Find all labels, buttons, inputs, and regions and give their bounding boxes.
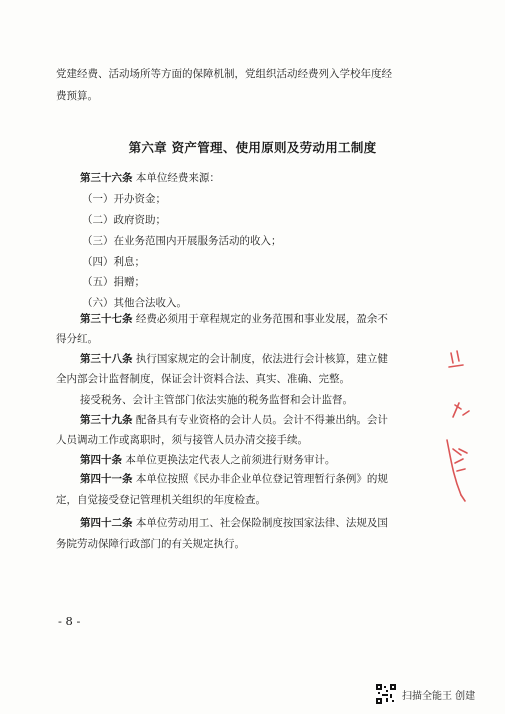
article-41-line-1 xyxy=(80,472,388,486)
article-40-body: 本单位更换法定代表人之前须进行财务审计。 xyxy=(125,454,336,466)
article-42-line-1 xyxy=(80,516,388,530)
article-37-line-1 xyxy=(80,312,388,326)
article-36-item-1: （一）开办资金； xyxy=(82,193,166,205)
article-37-text-1: 经费必须用于章程规定的业务范围和事业发展，盈余不 xyxy=(135,313,388,325)
article-36-item-5: （五）捐赠； xyxy=(82,276,145,288)
article-39-line-2: 人员调动工作或离职时，须与接管人员办清交接手续。 xyxy=(56,434,308,446)
article-37-line-2: 得分红。 xyxy=(56,333,98,345)
article-42-text-1: 本单位劳动用工、社会保险制度按国家法律、法规及国 xyxy=(135,517,388,529)
scanner-label: 扫描全能王 创建 xyxy=(402,690,476,702)
article-38-text-1: 执行国家规定的会计制度，依法进行会计核算，建立健 xyxy=(135,353,388,365)
article-37-head: 第三十七条 xyxy=(80,313,133,325)
article-39-text-1: 配备具有专业资格的会计人员。会计不得兼出纳。会计 xyxy=(135,414,388,426)
article-38-head: 第三十八条 xyxy=(80,353,133,365)
article-36-item-3: （三）在业务范围内开展服务活动的收入； xyxy=(82,235,282,247)
article-40 xyxy=(80,453,335,467)
article-39-head: 第三十九条 xyxy=(80,414,133,426)
page-number: - 8 - xyxy=(58,614,81,628)
intro-line-1: 党建经费、活动场所等方面的保障机制，党组织活动经费列入学校年度经 xyxy=(56,68,392,80)
scanner-watermark xyxy=(376,684,475,704)
article-38-line-2: 全内部会计监督制度，保证会计资料合法、真实、准确、完整。 xyxy=(56,373,350,385)
qr-code-icon xyxy=(376,684,396,704)
article-41-head: 第四十一条 xyxy=(80,473,133,485)
article-41-line-2: 定，自觉接受登记管理机关组织的年度检查。 xyxy=(56,494,266,506)
article-36-body: 本单位经费来源： xyxy=(135,172,220,184)
seal-stamp-icon xyxy=(439,345,475,545)
article-36 xyxy=(80,171,220,185)
article-39-line-1 xyxy=(80,413,388,427)
article-41-text-1: 本单位按照《民办非企业单位登记管理暂行条例》的规 xyxy=(135,473,388,485)
article-38-line-1 xyxy=(80,352,388,366)
article-36-item-6: （六）其他合法收入。 xyxy=(82,297,187,309)
chapter-title: 第六章 资产管理、使用原则及劳动用工制度 xyxy=(128,140,377,155)
article-42-head: 第四十二条 xyxy=(80,517,133,529)
article-40-head: 第四十条 xyxy=(80,454,122,466)
article-36-head: 第三十六条 xyxy=(80,172,133,184)
article-38-line-3: 接受税务、会计主管部门依法实施的税务监督和会计监督。 xyxy=(80,394,353,406)
article-36-item-2: （二）政府资助； xyxy=(82,214,166,226)
article-42-line-2: 务院劳动保障行政部门的有关规定执行。 xyxy=(56,538,245,550)
article-36-item-4: （四）利息； xyxy=(82,256,145,268)
intro-line-2: 费预算。 xyxy=(56,90,98,102)
